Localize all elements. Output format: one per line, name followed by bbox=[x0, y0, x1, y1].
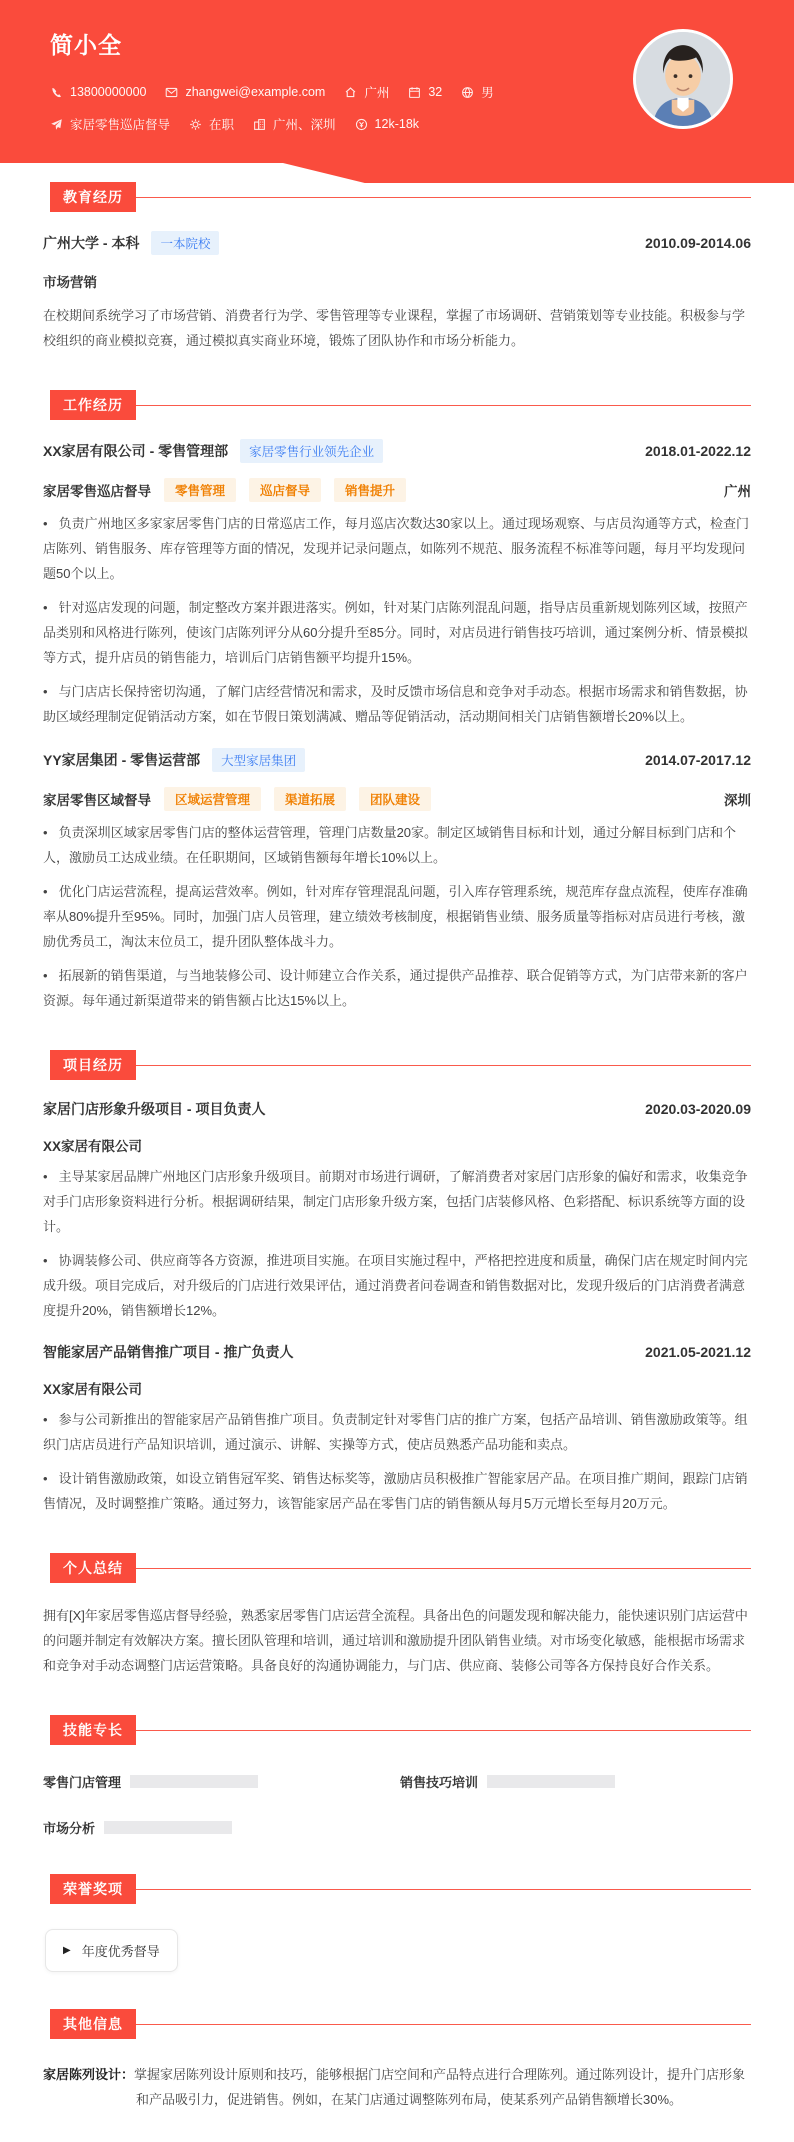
header-fold-shape bbox=[283, 163, 794, 183]
status-icon bbox=[189, 118, 202, 131]
position-icon bbox=[50, 118, 63, 131]
salary-icon bbox=[355, 118, 368, 131]
section-skills bbox=[43, 1715, 751, 1745]
skill-label: 市场分析 bbox=[43, 1821, 96, 1836]
project-entry-head bbox=[43, 1099, 751, 1119]
project-name: 智能家居产品销售推广项目 - 推广负责人 bbox=[43, 1344, 294, 1360]
age-icon bbox=[408, 86, 421, 99]
phone-icon bbox=[50, 86, 63, 99]
skill-bar bbox=[104, 1821, 232, 1834]
position-value: 家居零售巡店督导 bbox=[70, 118, 171, 132]
project-entry-head bbox=[43, 1342, 751, 1362]
skills-grid bbox=[43, 1772, 751, 1837]
section-divider bbox=[136, 1065, 751, 1066]
gender-value: 男 bbox=[481, 86, 494, 100]
section-projects bbox=[43, 1050, 751, 1080]
section-title-education: 教育经历 bbox=[50, 182, 136, 212]
other-info-label: 家居陈列设计： bbox=[43, 2067, 135, 2082]
role-tag: 零售管理 bbox=[164, 478, 236, 502]
section-divider bbox=[136, 197, 751, 198]
phone-item bbox=[50, 85, 146, 99]
skill-label: 零售门店管理 bbox=[43, 1775, 122, 1790]
status-item bbox=[189, 115, 234, 133]
work-city: 深圳 bbox=[724, 793, 751, 808]
other-info-text: 掌握家居陈列设计原则和技巧，能够根据门店空间和产品特点进行合理陈列。通过陈列设计，提升门店形象和产品吸引力，促进销售。例如，在某门店通过调整陈列布局，使某系列产品销售额增长30%。 bbox=[134, 2067, 746, 2107]
project-date: 2021.05-2021.12 bbox=[645, 1344, 751, 1360]
avatar bbox=[633, 29, 733, 129]
section-divider bbox=[136, 1568, 751, 1569]
company-tag: 家居零售行业领先企业 bbox=[240, 439, 383, 463]
role-tag: 团队建设 bbox=[359, 787, 431, 811]
resume-header bbox=[0, 0, 794, 163]
position-item bbox=[50, 115, 170, 133]
play-triangle-icon: ▶ bbox=[63, 1944, 71, 1956]
education-date: 2010.09-2014.06 bbox=[645, 235, 751, 251]
company-tag: 大型家居集团 bbox=[212, 748, 305, 772]
summary-text: 拥有[X]年家居零售巡店督导经验，熟悉家居零售门店运营全流程。具备出色的问题发现和解决能力，能快速识别门店运营中的问题并制定有效解决方案。擅长团队管理和培训，通过培训和激励提升团队销售业绩。对市场变化敏感，能根据市场需求和竞争对手动态调整门店运营策略。具备良好的沟通协调能力，与门店、供应商、装修公司等各方保持良好合作关系。 bbox=[43, 1608, 748, 1673]
section-divider bbox=[136, 1730, 751, 1731]
work-date: 2018.01-2022.12 bbox=[645, 443, 751, 459]
major: 市场营销 bbox=[43, 275, 97, 290]
company-name: YY家居集团 - 零售运营部 bbox=[43, 752, 201, 768]
work-bullet: • 拓展新的销售渠道，与当地装修公司、设计师建立合作关系，通过提供产品推荐、联合促销等方式，为门店带来新的客户资源。每年通过新渠道带来的销售额占比达15%以上。 bbox=[43, 963, 751, 1013]
skill-bar bbox=[130, 1775, 258, 1788]
school-tag: 一本院校 bbox=[151, 231, 219, 255]
section-title-honors: 荣誉奖项 bbox=[50, 1874, 136, 1904]
skill-bar bbox=[487, 1775, 615, 1788]
city-icon bbox=[253, 118, 266, 131]
gender-item bbox=[461, 83, 494, 101]
work-role-row bbox=[43, 478, 751, 502]
section-other bbox=[43, 2009, 751, 2039]
work-bullet: • 负责深圳区域家居零售门店的整体运营管理，管理门店数量20家。制定区域销售目标和计划，通过分解目标到门店和个人，激励员工达成业绩。在任职期间，区域销售额每年增长10%以上。 bbox=[43, 820, 751, 870]
project-bullet: • 设计销售激励政策，如设立销售冠军奖、销售达标奖等，激励店员积极推广智能家居产品。在项目推广期间，跟踪门店销售情况，及时调整推广策略。通过努力，该智能家居产品在零售门店的销售额从每月5万元增长至每月20万元。 bbox=[43, 1466, 751, 1516]
section-summary bbox=[43, 1553, 751, 1583]
project-bullet: • 主导某家居品牌广州地区门店形象升级项目。前期对市场进行调研，了解消费者对家居门店形象的偏好和需求，收集竞争对手门店形象资料进行分析。根据调研结果，制定门店形象升级方案，包括门店装修风格、色彩搭配、标识系统等方面的设计。 bbox=[43, 1164, 751, 1239]
education-description: 在校期间系统学习了市场营销、消费者行为学、零售管理等专业课程，掌握了市场调研、营销策划等专业技能。积极参与学校组织的商业模拟竞赛，通过模拟真实商业环境，锻炼了团队协作和市场分析能力。 bbox=[43, 308, 746, 348]
email-value: zhangwei@example.com bbox=[185, 85, 326, 99]
project-bullet: • 参与公司新推出的智能家居产品销售推广项目。负责制定针对零售门店的推广方案，包括产品培训、销售激励政策等。组织门店店员进行产品知识培训，通过演示、讲解、实操等方式，使店员熟悉产品功能和卖点。 bbox=[43, 1407, 751, 1457]
project-date: 2020.03-2020.09 bbox=[645, 1101, 751, 1117]
salary-item bbox=[355, 117, 419, 131]
skill-item bbox=[43, 1772, 400, 1791]
work-entry-head bbox=[43, 439, 751, 463]
education-entry-head bbox=[43, 231, 751, 255]
work-date: 2014.07-2017.12 bbox=[645, 752, 751, 768]
status-value: 在职 bbox=[209, 118, 235, 132]
section-title-summary: 个人总结 bbox=[50, 1553, 136, 1583]
section-title-projects: 项目经历 bbox=[50, 1050, 136, 1080]
city-value: 广州、深圳 bbox=[273, 118, 336, 132]
section-title-other: 其他信息 bbox=[50, 2009, 136, 2039]
skill-item bbox=[43, 1818, 400, 1837]
candidate-name: 简小全 bbox=[50, 32, 122, 58]
role-title: 家居零售区域督导 bbox=[43, 793, 151, 808]
section-honors bbox=[43, 1874, 751, 1904]
section-title-work: 工作经历 bbox=[50, 390, 136, 420]
age-value: 32 bbox=[428, 85, 443, 99]
skill-item bbox=[400, 1772, 751, 1791]
work-bullet: • 针对巡店发现的问题，制定整改方案并跟进落实。例如，针对某门店陈列混乱问题，指导店员重新规划陈列区域，按照产品类别和风格进行陈列，使该门店陈列评分从60分提升至85分。同时，对店员进行销售技巧培训，通过案例分析、情景模拟等方式，提升店员的销售能力，培训后门店销售额平均提升15%。 bbox=[43, 595, 751, 670]
location-icon bbox=[344, 86, 357, 99]
role-tag: 区域运营管理 bbox=[164, 787, 261, 811]
role-tag: 巡店督导 bbox=[249, 478, 321, 502]
skill-label: 销售技巧培训 bbox=[400, 1775, 479, 1790]
location-value: 广州 bbox=[364, 86, 390, 100]
project-company: XX家居有限公司 bbox=[43, 1382, 143, 1397]
role-tag: 渠道拓展 bbox=[274, 787, 346, 811]
email-item bbox=[165, 85, 325, 99]
location-item bbox=[344, 83, 389, 101]
project-bullet: • 协调装修公司、供应商等各方资源，推进项目实施。在项目实施过程中，严格把控进度和质量，确保门店在规定时间内完成升级。项目完成后，对升级后的门店进行效果评估，通过消费者问卷调查和销售数据对比，发现升级后的门店消费者满意度提升20%，销售额增长12%。 bbox=[43, 1248, 751, 1323]
company-name: XX家居有限公司 - 零售管理部 bbox=[43, 443, 229, 459]
work-bullet: • 优化门店运营流程，提高运营效率。例如，针对库存管理混乱问题，引入库存管理系统，规范库存盘点流程，使库存准确率从80%提升至95%。同时，加强门店人员管理，建立绩效考核制度，根据销售业绩、服务质量等指标对店员进行考核，激励优秀员工，淘汰末位员工，提升团队整体战斗力。 bbox=[43, 879, 751, 954]
role-title: 家居零售巡店督导 bbox=[43, 484, 151, 499]
age-item bbox=[408, 85, 442, 99]
phone-value: 13800000000 bbox=[70, 85, 147, 99]
honor-label: 年度优秀督导 bbox=[81, 1944, 160, 1959]
section-divider bbox=[136, 405, 751, 406]
school-name: 广州大学 - 本科 bbox=[43, 235, 140, 251]
other-info bbox=[43, 2062, 751, 2112]
section-work bbox=[43, 390, 751, 420]
city-item bbox=[253, 115, 336, 133]
work-city: 广州 bbox=[724, 484, 751, 499]
role-tag: 销售提升 bbox=[334, 478, 406, 502]
gender-icon bbox=[461, 86, 474, 99]
work-bullet: • 负责广州地区多家家居零售门店的日常巡店工作，每月巡店次数达30家以上。通过现场观察、与店员沟通等方式，检查门店陈列、销售服务、库存管理等方面的情况，发现并记录问题点，如陈列不规范、服务流程不标准等问题，每月平均发现问题50个以上。 bbox=[43, 511, 751, 586]
project-company: XX家居有限公司 bbox=[43, 1139, 143, 1154]
work-bullet: • 与门店店长保持密切沟通，了解门店经营情况和需求，及时反馈市场信息和竞争对手动态。根据市场需求和销售数据，协助区域经理制定促销活动方案，如在节假日策划满减、赠品等促销活动，活动期间相关门店销售额增长20%以上。 bbox=[43, 679, 751, 729]
email-icon bbox=[165, 86, 178, 99]
honor-badge[interactable] bbox=[45, 1929, 178, 1972]
salary-value: 12k-18k bbox=[374, 117, 420, 131]
section-divider bbox=[136, 1889, 751, 1890]
avatar-illustration bbox=[636, 32, 730, 126]
work-role-row bbox=[43, 787, 751, 811]
section-title-skills: 技能专长 bbox=[50, 1715, 136, 1745]
section-divider bbox=[136, 2024, 751, 2025]
section-education bbox=[43, 182, 751, 212]
resume-body bbox=[0, 182, 794, 2142]
project-name: 家居门店形象升级项目 - 项目负责人 bbox=[43, 1101, 266, 1117]
work-entry-head bbox=[43, 748, 751, 772]
